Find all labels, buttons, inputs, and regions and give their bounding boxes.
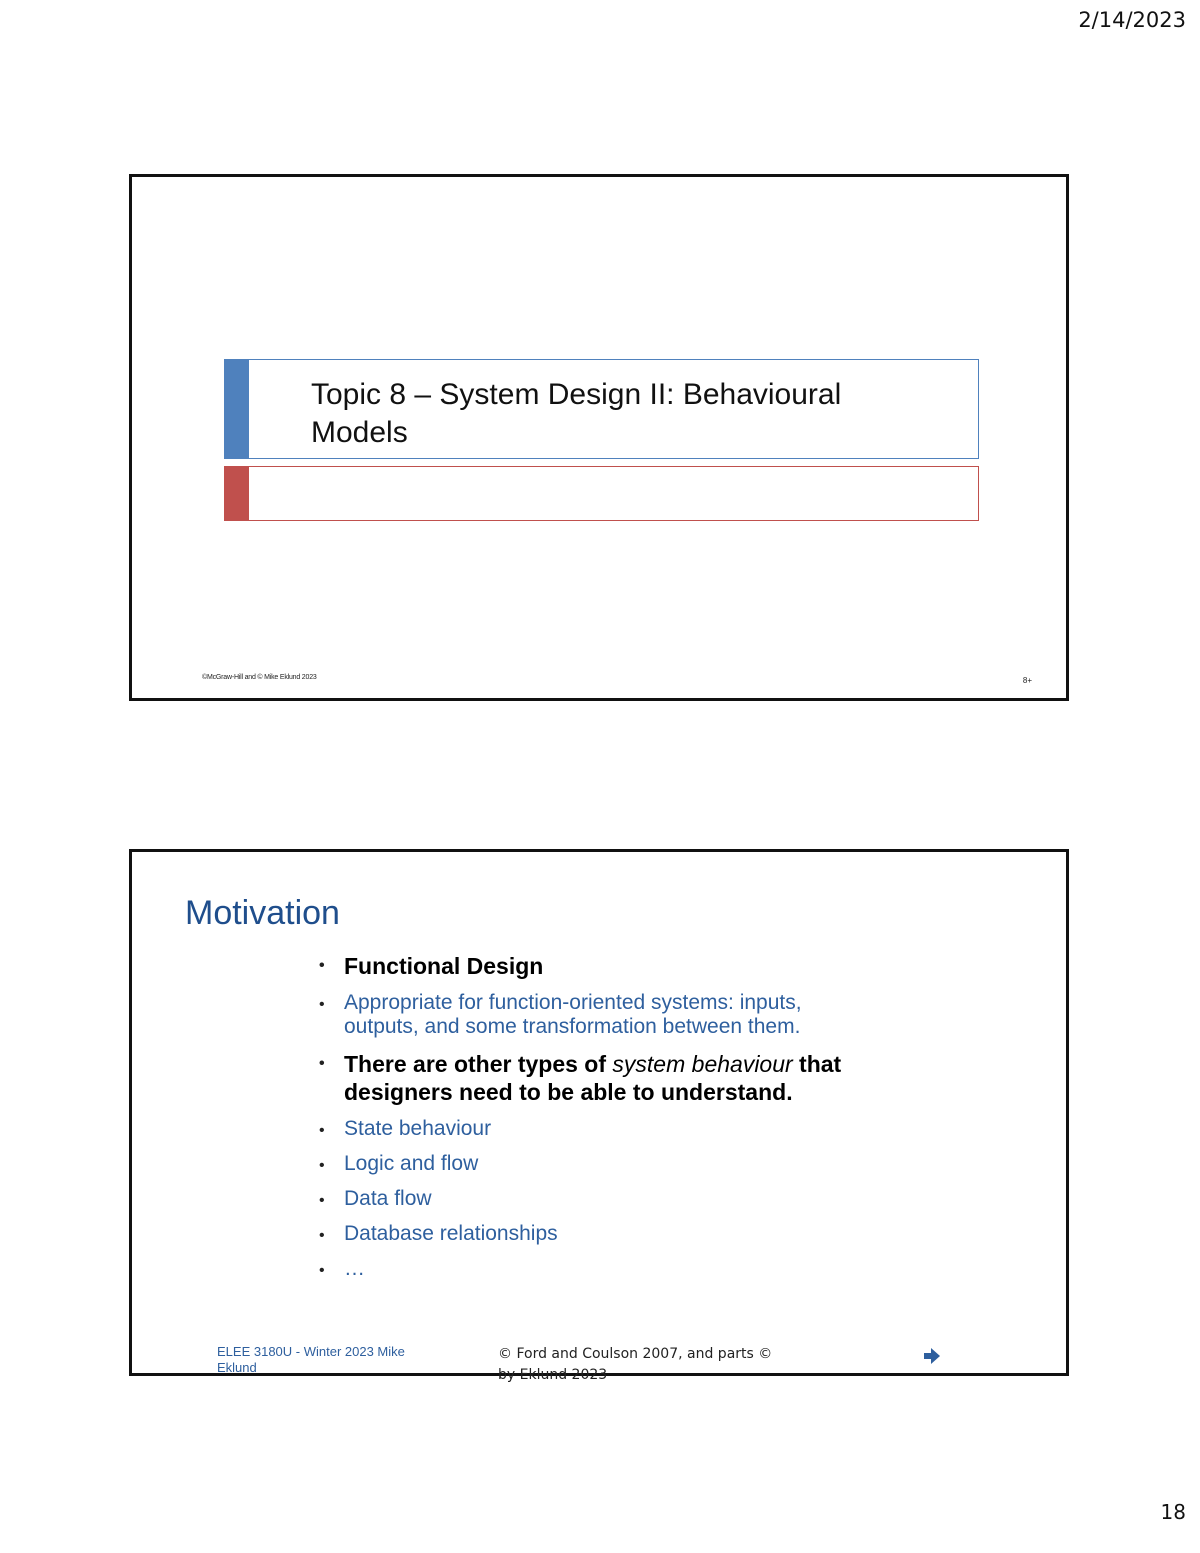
bullet-item: • State behaviour [317, 1117, 877, 1141]
bullet-list [317, 952, 877, 1292]
footer-course: ELEE 3180U - Winter 2023 Mike Eklund [217, 1344, 405, 1375]
slide-title-text: Topic 8 – System Design II: Behavioural Models [311, 378, 842, 449]
bullet-item: • Database relationships [317, 1222, 877, 1246]
subtitle-band [224, 466, 979, 521]
forward-arrow-icon[interactable] [922, 1347, 942, 1365]
page-number: 18 [1160, 1500, 1186, 1524]
title-accent-bar [225, 360, 249, 458]
slide-motivation [129, 849, 1069, 1383]
page-date: 2/14/2023 [1078, 8, 1186, 32]
bullet-text-before: There are other types of [344, 1051, 613, 1077]
bullet-item: • Logic and flow [317, 1152, 877, 1176]
bullet-text-after: that designers need to be able to understand. [344, 1051, 842, 1105]
bullet-item: • Functional Design [317, 952, 877, 980]
bullet-item: • Data flow [317, 1187, 877, 1211]
bullet-item [317, 1050, 877, 1106]
slide-heading: Motivation [185, 894, 340, 932]
footer-copyright: © Ford and Coulson 2007, and parts © by Eklund 2023 [498, 1346, 773, 1383]
slide-number: 8+ [1022, 676, 1032, 685]
slide-copyright: ©McGraw-Hill and © Mike Eklund 2023 [202, 674, 317, 681]
bullet-item: • … [317, 1257, 877, 1281]
subtitle-accent-bar [225, 467, 249, 520]
bullet-item: • Appropriate for function-oriented systems: inputs, outputs, and some transformation between them. [317, 991, 877, 1039]
bullet-text-italic: system behaviour [612, 1051, 793, 1077]
title-band [224, 359, 979, 459]
slide-title [129, 174, 1069, 701]
